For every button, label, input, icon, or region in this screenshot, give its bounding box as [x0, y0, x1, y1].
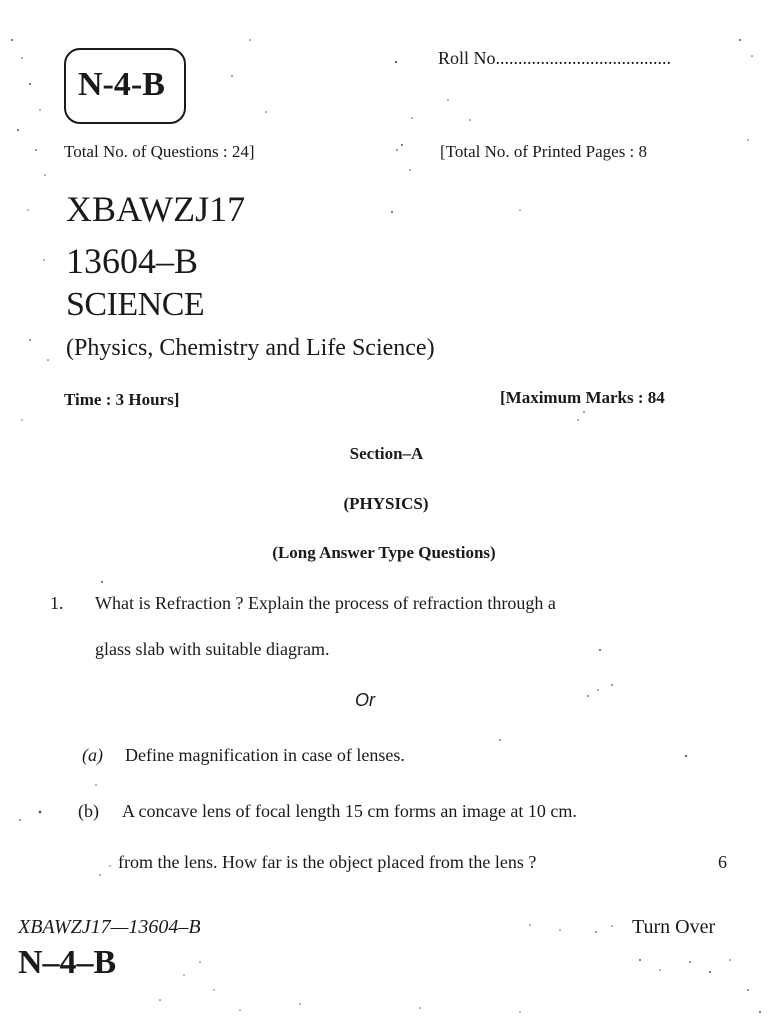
total-questions: Total No. of Questions : 24] [64, 142, 255, 161]
or-divider: Or [355, 690, 375, 710]
subject-title: SCIENCE [66, 286, 205, 323]
roll-no-field: Roll No....................................... [438, 48, 672, 68]
footer-set-code: N–4–B [18, 944, 117, 981]
time-allowed: Time : 3 Hours] [64, 390, 180, 409]
part-a-label: (a) [82, 745, 103, 765]
maximum-marks: [Maximum Marks : 84 [500, 388, 665, 407]
question-text-continued: glass slab with suitable diagram. [95, 639, 330, 659]
question-number: 1. [50, 593, 64, 613]
total-printed-pages: [Total No. of Printed Pages : 8 [440, 142, 648, 161]
turn-over-label: Turn Over [632, 916, 716, 938]
section-heading: Section–A [349, 444, 424, 463]
question-text: What is Refraction ? Explain the process of refraction through a [95, 593, 556, 613]
section-subject: (PHYSICS) [343, 494, 429, 513]
part-b-label: (b) [78, 801, 99, 821]
paper-number: 13604–B [66, 241, 199, 281]
paper-set-code: N-4-B [78, 66, 165, 103]
question-marks: 6 [718, 852, 727, 872]
part-b-text: A concave lens of focal length 15 cm forms an image at 10 cm. [122, 801, 577, 821]
question-type-heading: (Long Answer Type Questions) [272, 543, 496, 562]
subject-subtitle: (Physics, Chemistry and Life Science) [66, 335, 435, 361]
paper-code: XBAWZJ17 [66, 189, 246, 229]
part-a-text: Define magnification in case of lenses. [125, 745, 405, 765]
footer-paper-code: XBAWZJ17—13604–B [18, 916, 201, 938]
part-b-text-continued: from the lens. How far is the object placed from the lens ? [118, 852, 537, 872]
